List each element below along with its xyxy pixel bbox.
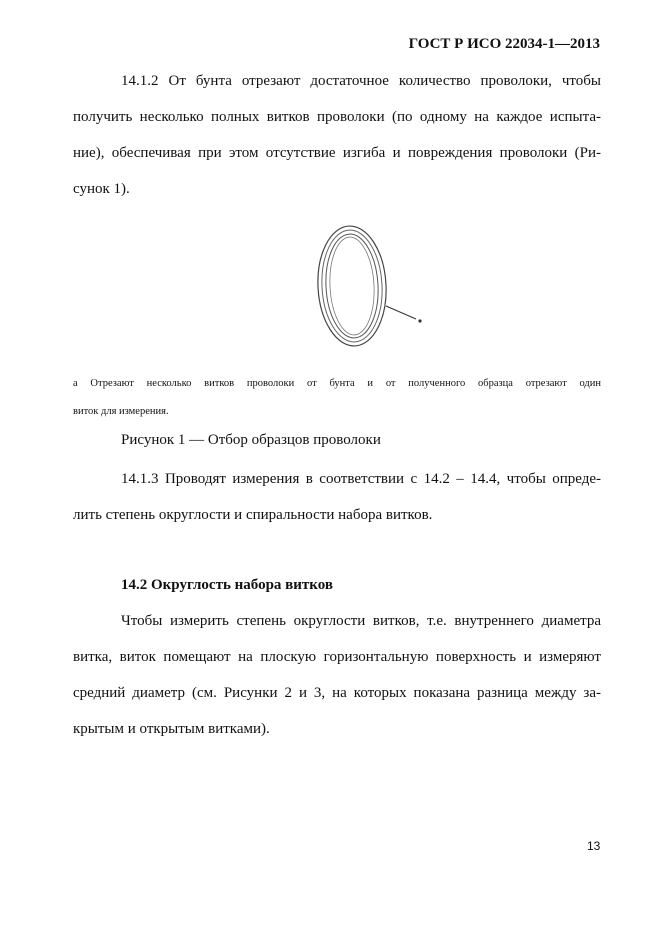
paragraph-14-1-2-line-1: 14.1.2 От бунта отрезают достаточное количество проволоки, чтобы: [121, 73, 601, 89]
page-number: 13: [587, 839, 601, 853]
leader-line: [386, 306, 416, 319]
section-14-2-line-4: крытым и открытым витками).: [73, 721, 270, 737]
figure-note-line-1: a Отрезают несколько витков проволоки от бунта и от полученного образца отрезают один: [73, 378, 601, 389]
figure-note-line-2: виток для измерения.: [73, 406, 169, 417]
section-14-2-line-2: витка, виток помещают на плоскую горизонтальную поверхность и измеряют: [73, 649, 601, 665]
document-code-header: ГОСТ Р ИСО 22034-1—2013: [408, 36, 600, 52]
paragraph-14-1-3-line-1: 14.1.3 Проводят измерения в соответствии с 14.2 – 14.4, чтобы опреде-: [121, 471, 601, 487]
section-14-2-line-3: средний диаметр (см. Рисунки 2 и 3, на которых показана разница между за-: [73, 685, 601, 701]
paragraph-14-1-3-line-2: лить степень округлости и спиральности набора витков.: [73, 507, 433, 523]
wire-coil-figure: [300, 220, 440, 360]
paragraph-14-1-2-line-4: сунок 1).: [73, 181, 130, 197]
paragraph-14-1-2-line-3: ние), обеспечивая при этом отсутствие изгиба и повреждения проволоки (Ри-: [73, 145, 601, 161]
leader-marker-dot: [418, 319, 421, 322]
figure-caption: Рисунок 1 — Отбор образцов проволоки: [121, 432, 381, 448]
section-14-2-line-1: Чтобы измерить степень округлости витков, т.е. внутреннего диаметра: [121, 613, 601, 629]
section-heading-14-2: 14.2 Округлость набора витков: [121, 577, 333, 593]
paragraph-14-1-2-line-2: получить несколько полных витков проволоки (по одному на каждое испыта-: [73, 109, 601, 125]
